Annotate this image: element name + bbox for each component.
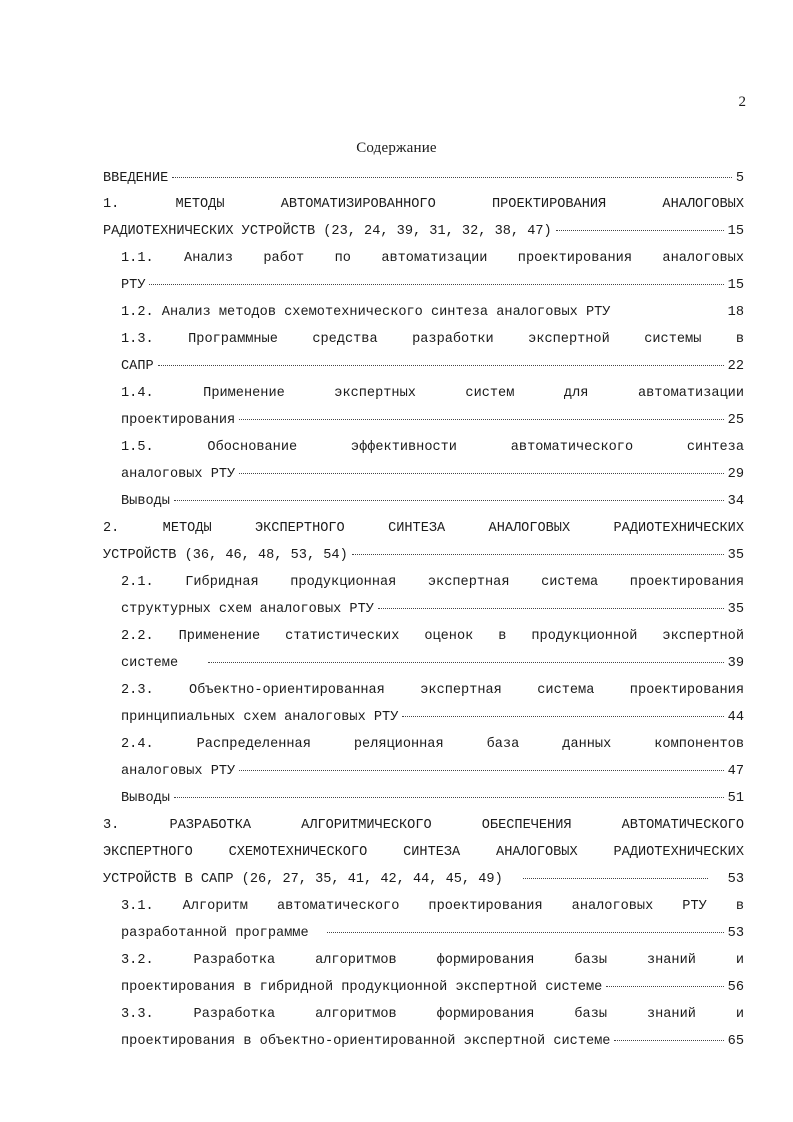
- toc-subsection-2-3-line1: 2.3. Объектно-ориентированная экспертная система проектирования: [121, 683, 744, 698]
- page-number: 2: [738, 94, 746, 110]
- toc-entry-text: аналоговых РТУ: [121, 764, 236, 779]
- toc-page-number: 53: [727, 926, 744, 941]
- toc-subsection-1-1-line2: [121, 275, 744, 297]
- leader-dots: [327, 932, 724, 933]
- toc-entry-text: РАДИОТЕХНИЧЕСКИХ УСТРОЙСТВ (23, 24, 39, 31, 32, 38, 47): [103, 224, 552, 239]
- toc-entry-text: системе: [121, 656, 179, 671]
- toc-page-number: 22: [727, 359, 744, 374]
- toc-entry-text: принципиальных схем аналоговых РТУ: [121, 710, 399, 725]
- page-title: Содержание: [356, 140, 437, 156]
- toc-entry-text: Выводы: [121, 494, 170, 509]
- leader-dots: [378, 608, 724, 609]
- toc-subsection-3-1-line2: [121, 923, 744, 945]
- leader-dots: [352, 554, 724, 555]
- toc-subsection-3-3-line1: 3.3. Разработка алгоритмов формирования базы знаний и: [121, 1007, 744, 1022]
- toc-subsection-1-1-line1: 1.1. Анализ работ по автоматизации проектирования аналоговых: [121, 251, 744, 266]
- toc-section-1-line2: [103, 221, 744, 243]
- toc-entry-text: структурных схем аналоговых РТУ: [121, 602, 374, 617]
- toc-page-number: 53: [727, 872, 744, 887]
- toc-page-number: 35: [727, 548, 744, 563]
- toc-subsection-1-2: [121, 302, 744, 324]
- leader-dots: [158, 365, 724, 366]
- toc-subsection-3-2-line1: 3.2. Разработка алгоритмов формирования базы знаний и: [121, 953, 744, 968]
- toc-entry-text: проектирования в гибридной продукционной экспертной системе: [121, 980, 603, 995]
- toc-entry-text: САПР: [121, 359, 154, 374]
- toc-page-number: 25: [727, 413, 744, 428]
- toc-page-number: 5: [735, 171, 744, 186]
- toc-entry-text: проектирования в объектно-ориентированной экспертной системе: [121, 1034, 611, 1049]
- toc-page-number: 56: [727, 980, 744, 995]
- leader-dots: [174, 500, 724, 501]
- toc-entry-text: разработанной программе: [121, 926, 309, 941]
- toc-entry-text: РТУ: [121, 278, 146, 293]
- toc-subsection-1-5-line2: [121, 464, 744, 486]
- leader-dots: [556, 230, 724, 231]
- toc-subsection-2-3-line2: [121, 707, 744, 729]
- toc-subsection-2-4-line1: 2.4. Распределенная реляционная база данных компонентов: [121, 737, 744, 752]
- leader-dots: [239, 770, 723, 771]
- toc-subsection-1-4-line2: [121, 410, 744, 432]
- toc-page-number: 65: [727, 1034, 744, 1049]
- toc-section-3-line3: [103, 869, 744, 891]
- leader-dots: [149, 284, 723, 285]
- toc-section-2-line1: 2. МЕТОДЫ ЭКСПЕРТНОГО СИНТЕЗА АНАЛОГОВЫХ РАДИОТЕХНИЧЕСКИХ: [103, 521, 744, 536]
- toc-entry-text: ВВЕДЕНИЕ: [103, 171, 169, 186]
- toc-section-3-line1: 3. РАЗРАБОТКА АЛГОРИТМИЧЕСКОГО ОБЕСПЕЧЕНИЯ АВТОМАТИЧЕСКОГО: [103, 818, 744, 833]
- toc-section-2-line2: [103, 545, 744, 567]
- toc-page-number: 35: [727, 602, 744, 617]
- toc-entry-text: аналоговых РТУ: [121, 467, 236, 482]
- leader-dots: [174, 797, 724, 798]
- toc-section-3-line2: ЭКСПЕРТНОГО СХЕМОТЕХНИЧЕСКОГО СИНТЕЗА АНАЛОГОВЫХ РАДИОТЕХНИЧЕСКИХ: [103, 845, 744, 860]
- toc-section-1-line1: 1. МЕТОДЫ АВТОМАТИЗИРОВАННОГО ПРОЕКТИРОВАНИЯ АНАЛОГОВЫХ: [103, 197, 744, 212]
- toc-entry-text: УСТРОЙСТВ (36, 46, 48, 53, 54): [103, 548, 348, 563]
- toc-entry-text: Выводы: [121, 791, 170, 806]
- toc-page-number: 29: [727, 467, 744, 482]
- toc-subsection-1-3-line1: 1.3. Программные средства разработки экспертной системы в: [121, 332, 744, 347]
- toc-entry-text: УСТРОЙСТВ В САПР (26, 27, 35, 41, 42, 44, 45, 49): [103, 872, 503, 887]
- toc-page-number: 47: [727, 764, 744, 779]
- toc-subsection-3-3-line2: [121, 1031, 744, 1053]
- toc-subsection-2-1-line1: 2.1. Гибридная продукционная экспертная система проектирования: [121, 575, 744, 590]
- leader-dots: [523, 878, 708, 879]
- toc-page-number: 15: [727, 224, 744, 239]
- toc-page-number: 15: [727, 278, 744, 293]
- leader-dots: [208, 662, 724, 663]
- toc-subsection-3-2-line2: [121, 977, 744, 999]
- toc-subsection-3-1-line1: 3.1. Алгоритм автоматического проектирования аналоговых РТУ в: [121, 899, 744, 914]
- toc-conclusions-2: [121, 788, 744, 810]
- toc-subsection-1-4-line1: 1.4. Применение экспертных систем для автоматизации: [121, 386, 744, 401]
- toc-page-number: 51: [727, 791, 744, 806]
- toc-page-number: 18: [727, 305, 744, 320]
- leader-dots: [239, 419, 723, 420]
- toc-page-number: 39: [727, 656, 744, 671]
- toc-entry-text: 1.2. Анализ методов схемотехнического синтеза аналоговых РТУ: [121, 305, 611, 320]
- toc-subsection-1-5-line1: 1.5. Обоснование эффективности автоматического синтеза: [121, 440, 744, 455]
- toc-page-number: 34: [727, 494, 744, 509]
- leader-dots: [614, 1040, 723, 1041]
- toc-entry-text: проектирования: [121, 413, 236, 428]
- toc-entry-intro: [103, 168, 744, 190]
- toc-page-number: 44: [727, 710, 744, 725]
- toc-subsection-1-3-line2: [121, 356, 744, 378]
- toc-subsection-2-1-line2: [121, 599, 744, 621]
- leader-dots: [239, 473, 723, 474]
- leader-dots: [172, 177, 732, 178]
- leader-dots: [402, 716, 723, 717]
- toc-subsection-2-2-line2: [121, 653, 744, 675]
- toc-subsection-2-4-line2: [121, 761, 744, 783]
- toc-conclusions-1: [121, 491, 744, 513]
- toc-subsection-2-2-line1: 2.2. Применение статистических оценок в продукционной экспертной: [121, 629, 744, 644]
- leader-dots: [606, 986, 723, 987]
